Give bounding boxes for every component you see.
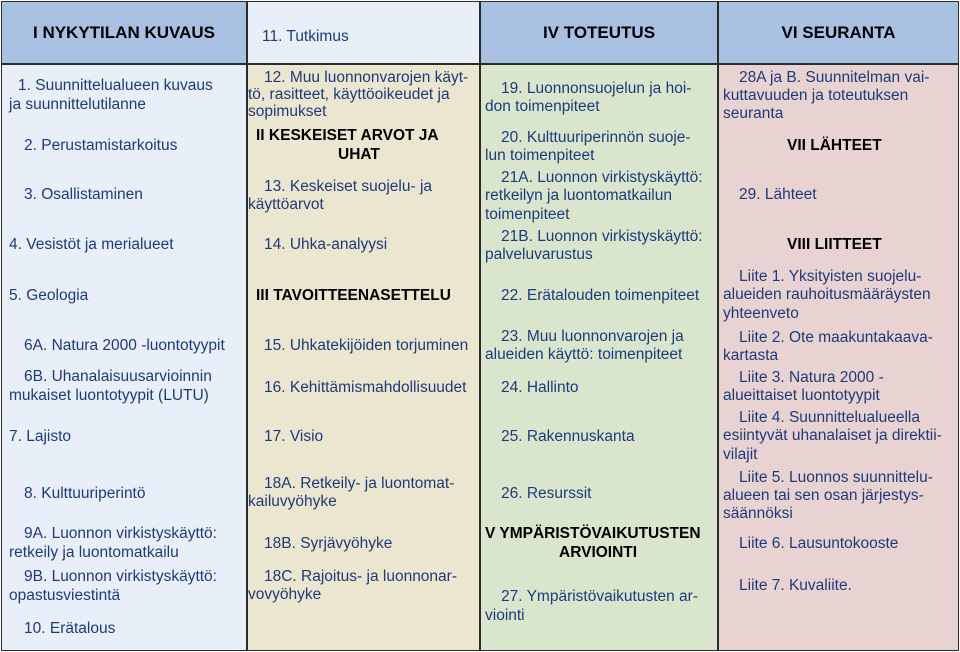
appendix-5-line1: Liite 5. Luonnos suunnittelu- bbox=[739, 469, 933, 486]
item-23-line1: 23. Muu luonnonvarojen ja bbox=[501, 328, 684, 345]
appendix-6: Liite 6. Lausuntokooste bbox=[739, 535, 899, 552]
appendix-4-line3: vilajit bbox=[723, 446, 758, 463]
item-27-line1: 27. Ympäristövaikutusten ar- bbox=[501, 588, 699, 605]
item-18c-line2: vovyöhyke bbox=[248, 586, 322, 603]
item-15: 15. Uhkatekijöiden torjuminen bbox=[264, 337, 469, 354]
item-25: 25. Rakennuskanta bbox=[501, 428, 635, 445]
item-21a-line1: 21A. Luonnon virkistyskäyttö: bbox=[501, 169, 703, 186]
item-9a-line1: 9A. Luonnon virkistyskäyttö: bbox=[24, 525, 217, 542]
header-seuranta: VI SEURANTA bbox=[719, 2, 958, 63]
appendix-1-line2: alueiden rauhoitusmääräysten bbox=[723, 286, 931, 303]
item-6a: 6A. Natura 2000 -luontotyypit bbox=[24, 337, 225, 354]
item-13-line2: käyttöarvot bbox=[248, 196, 324, 213]
item-16: 16. Kehittämismahdollisuudet bbox=[264, 379, 467, 396]
item-1-line1: 1. Suunnittelualueen kuvaus bbox=[18, 77, 213, 94]
item-20-line2: lun toimenpiteet bbox=[485, 147, 595, 164]
appendix-1-line3: yhteenveto bbox=[723, 305, 799, 322]
item-12-line1: 12. Muu luonnonvarojen käyt- bbox=[264, 69, 469, 86]
item-6b-line1: 6B. Uhanalaisuusarvioinnin bbox=[24, 368, 212, 385]
section-iii: III TAVOITTEENASETTELU bbox=[256, 287, 451, 304]
item-9b-line2: opastusviestintä bbox=[9, 587, 121, 604]
item-4: 4. Vesistöt ja merialueet bbox=[9, 236, 174, 253]
appendix-3-line1: Liite 3. Natura 2000 - bbox=[739, 369, 884, 386]
item-21a-line2: retkeilyn ja luontomatkailun bbox=[485, 187, 672, 204]
item-26: 26. Resurssit bbox=[501, 485, 592, 502]
item-21b-line2: palveluvarustus bbox=[485, 246, 593, 263]
section-ii-line2: UHAT bbox=[338, 146, 380, 163]
item-9b-line1: 9B. Luonnon virkistyskäyttö: bbox=[24, 568, 217, 585]
item-18b: 18B. Syrjävyöhyke bbox=[264, 535, 393, 552]
item-24: 24. Hallinto bbox=[501, 379, 579, 396]
item-18a-line2: kailuvyöhyke bbox=[248, 493, 337, 510]
item-22: 22. Erätalouden toimenpiteet bbox=[501, 287, 700, 304]
contents-table bbox=[1, 1, 959, 651]
item-13-line1: 13. Keskeiset suojelu- ja bbox=[264, 178, 433, 195]
section-ii-line1: II KESKEISET ARVOT JA bbox=[256, 127, 439, 144]
appendix-2-line2: kartasta bbox=[723, 347, 779, 364]
item-23-line2: alueiden käyttö: toimenpiteet bbox=[485, 346, 683, 363]
header-nykytilan-kuvaus: I NYKYTILAN KUVAUS bbox=[2, 2, 246, 63]
section-v-line1: V YMPÄRISTÖVAIKUTUSTEN bbox=[485, 525, 701, 542]
item-7: 7. Lajisto bbox=[9, 428, 72, 445]
appendix-5-line3: säännöksi bbox=[723, 505, 793, 522]
item-8: 8. Kulttuuriperintö bbox=[24, 485, 146, 502]
item-10: 10. Erätalous bbox=[24, 620, 116, 637]
section-v-line2: ARVIOINTI bbox=[559, 544, 638, 561]
item-12-line2: tö, rasitteet, käyttöoikeudet ja bbox=[248, 86, 450, 103]
section-vii: VII LÄHTEET bbox=[787, 137, 882, 154]
item-28-line3: seuranta bbox=[723, 105, 784, 122]
item-17: 17. Visio bbox=[264, 428, 324, 445]
item-9a-line2: retkeily ja luontomatkailu bbox=[9, 544, 179, 561]
item-18c-line1: 18C. Rajoitus- ja luonnonar- bbox=[264, 568, 457, 585]
appendix-3-line2: alueittaiset luontotyypit bbox=[723, 387, 880, 404]
item-5: 5. Geologia bbox=[9, 287, 89, 304]
item-29: 29. Lähteet bbox=[739, 186, 817, 203]
item-2: 2. Perustamistarkoitus bbox=[24, 137, 178, 154]
item-28-line2: kuttavuuden ja toteutuksen bbox=[723, 87, 909, 104]
header-tutkimus-label: 11. Tutkimus bbox=[262, 28, 349, 45]
appendix-1-line1: Liite 1. Yksityisten suojelu- bbox=[739, 268, 922, 285]
item-20-line1: 20. Kulttuuriperinnön suoje- bbox=[501, 129, 691, 146]
item-21b-line1: 21B. Luonnon virkistyskäyttö: bbox=[501, 228, 703, 245]
column-arvot-tavoitteet bbox=[248, 65, 479, 650]
appendix-2-line1: Liite 2. Ote maakuntakaava- bbox=[739, 329, 933, 346]
item-28-line1: 28A ja B. Suunnitelman vai- bbox=[739, 69, 930, 86]
item-3: 3. Osallistaminen bbox=[24, 186, 143, 203]
item-14: 14. Uhka-analyysi bbox=[264, 236, 388, 253]
item-19-line2: don toimenpiteet bbox=[485, 98, 600, 115]
item-6b-line2: mukaiset luontotyypit (LUTU) bbox=[9, 387, 209, 404]
appendix-4-line1: Liite 4. Suunnittelualueella bbox=[739, 409, 920, 426]
item-19-line1: 19. Luonnonsuojelun ja hoi- bbox=[501, 80, 692, 97]
item-18a-line1: 18A. Retkeily- ja luontomat- bbox=[264, 475, 455, 492]
appendix-7: Liite 7. Kuvaliite. bbox=[739, 577, 852, 594]
column-nykytila bbox=[2, 65, 246, 650]
item-1-line2: ja suunnittelutilanne bbox=[9, 96, 147, 113]
item-21a-line3: toimenpiteet bbox=[485, 206, 570, 223]
item-12-line3: sopimukset bbox=[248, 103, 327, 120]
appendix-4-line2: esiintyvät uhanalaiset ja direktii- bbox=[723, 427, 942, 444]
column-seuranta bbox=[719, 65, 958, 650]
header-tutkimus bbox=[248, 2, 479, 63]
column-toteutus bbox=[481, 65, 717, 650]
item-27-line2: viointi bbox=[485, 607, 525, 624]
header-toteutus: IV TOTEUTUS bbox=[481, 2, 717, 63]
section-viii: VIII LIITTEET bbox=[787, 236, 882, 253]
appendix-5-line2: alueen tai sen osan järjestys- bbox=[723, 487, 924, 504]
